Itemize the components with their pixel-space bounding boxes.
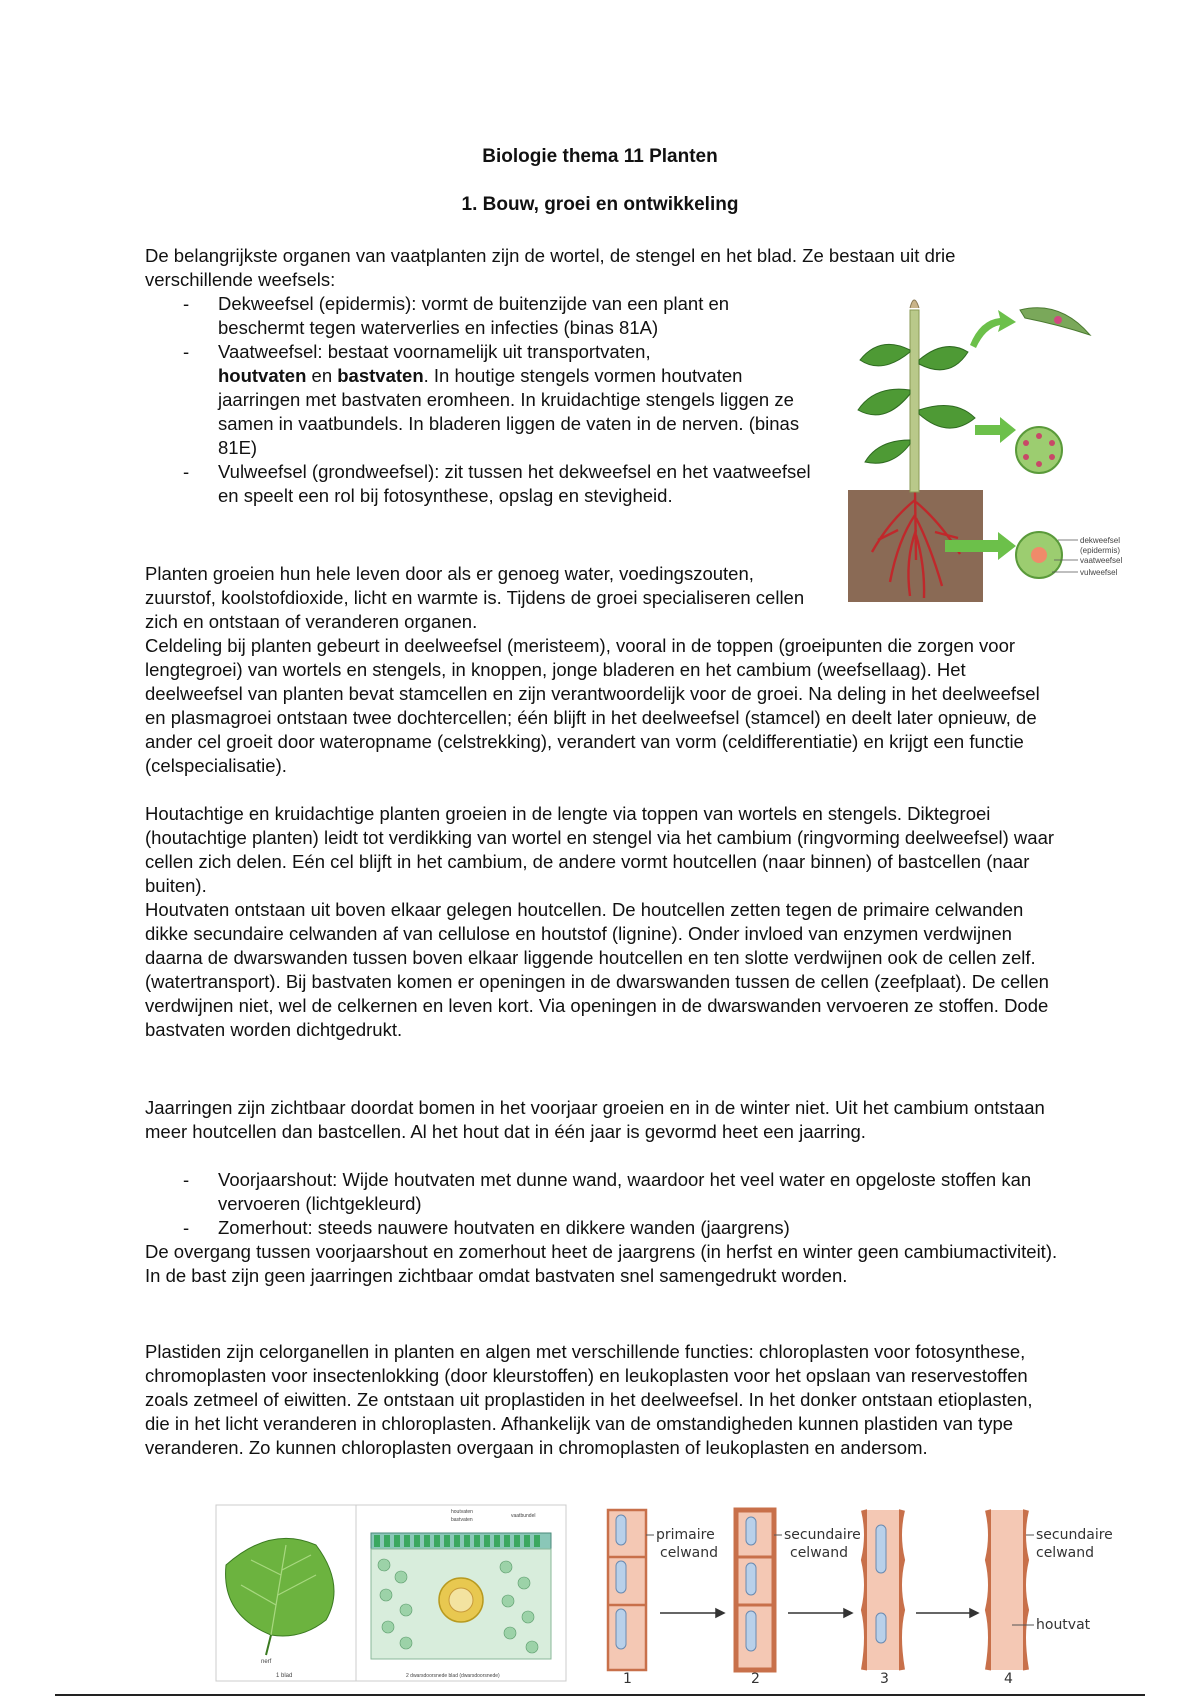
- year-rings-paragraph: Jaarringen zijn zichtbaar doordat bomen in het voorjaar groeien en in de winter niet. Uit het cambium ontstaan meer houtcellen dan bastcellen. Al het hout dat in één jaar is gevormd heet een jaarring.: [145, 1097, 1045, 1142]
- cell-wall-diagram: [598, 1505, 1113, 1687]
- page-bottom-rule: [55, 1694, 1145, 1696]
- step-4: 4: [1004, 1671, 1013, 1687]
- label-dekweefsel: dekweefsel: [1080, 536, 1121, 545]
- vascular-bundle-core: [449, 1588, 473, 1612]
- growth-paragraph: Planten groeien hun hele leven door als er genoeg water, voedingszouten, zuurstof, koolstofdioxide, licht en warmte is. Tijdens de groei specialiseren cellen zich en ontstaan of veranderen organen.: [145, 563, 805, 632]
- label-nerf: nerf: [261, 1659, 272, 1665]
- tissue-list: [145, 292, 815, 508]
- list-item-vulweefsel: - Vulweefsel (grondweefsel): zit tussen het dekweefsel en het vaatweefsel en speelt een rol bij fotosynthese, opslag en stevigheid.: [145, 460, 815, 508]
- label-secundaire-2: secundaire: [1036, 1527, 1113, 1543]
- stage-arrows: [660, 1609, 978, 1617]
- wood-type-list: [145, 1168, 1060, 1240]
- palisade-cells: [374, 1535, 540, 1547]
- leaf-section-dot: [1054, 316, 1062, 324]
- stem-tip: [910, 300, 919, 308]
- step-3: 3: [880, 1671, 889, 1687]
- label-secundaire-celwand-2: celwand: [1036, 1545, 1094, 1561]
- stage-4: [988, 1510, 1026, 1670]
- bold-bastvaten: bastvaten: [337, 365, 424, 386]
- step-1: 1: [623, 1671, 632, 1687]
- leaf-diagram: [216, 1505, 566, 1681]
- label-primaire-celwand: celwand: [660, 1545, 718, 1561]
- label-vaatbundel: vaatbundel: [511, 1513, 536, 1519]
- section-title: 1. Bouw, groei en ontwikkeling: [461, 194, 739, 215]
- list-item-zomerhout: - Zomerhout: steeds nauwere houtvaten en dikkere wanden (jaargrens): [145, 1216, 1060, 1240]
- label-vulweefsel: vulweefsel: [1080, 568, 1118, 577]
- stage-2: [736, 1510, 774, 1670]
- caption-cross-section: 2 dwarsdoorsnede blad (dwarsdoorsnede): [406, 1673, 500, 1679]
- list-item-voorjaarshout: - Voorjaarshout: Wijde houtvaten met dunne wand, waardoor het veel water en opgeloste stoffen kan vervoeren (lichtgekleurd): [145, 1168, 1060, 1216]
- label-houtvaten: houtvaten: [451, 1509, 473, 1515]
- bold-houtvaten: houtvaten: [218, 365, 307, 386]
- caption-leaf: 1 blad: [276, 1673, 293, 1679]
- step-2: 2: [751, 1671, 760, 1687]
- label-secundaire-celwand: celwand: [790, 1545, 848, 1561]
- stem: [910, 310, 919, 492]
- wood-vessels-paragraph: Houtvaten ontstaan uit boven elkaar gelegen houtcellen. De houtcellen zetten tegen de primaire celwanden dikke secundaire celwanden af van cellulose en houtstof (lignine). Onder invloed van enzymen verdwijnen daarna de dwarswanden tussen boven elkaar liggende houtcellen en ten slotte verdwijnen ook de cellen zelf. (watertransport). Bij bastvaten komen er openingen in de dwarswanden tussen de cellen (zeefplaat). De cellen verdwijnen niet, wel de celkernen en leven kort. Via openingen in de dwarswanden vervoeren ze stoffen. Dode bastvaten worden dichtgedrukt.: [145, 899, 1049, 1040]
- label-houtvat: houtvat: [1036, 1617, 1091, 1633]
- length-growth-paragraph: Houtachtige en kruidachtige planten groeien in de lengte via toppen van wortels en stengels. Diktegroei (houtachtige planten) leidt tot verdikking van wortel en stengel via het cambium (ringvorming deelweefsel) waar cellen zich delen. Eén cel blijft in het cambium, de andere vormt houtcellen (naar binnen) of bastcellen (naar buiten).: [145, 803, 1055, 896]
- intro-paragraph: De belangrijkste organen van vaatplanten zijn de wortel, de stengel en het blad. Ze bestaan uit drie verschillende weefsels:: [145, 245, 956, 290]
- label-primaire: primaire: [656, 1527, 715, 1543]
- cell-division-paragraph: Celdeling bij planten gebeurt in deelweefsel (meristeem), vooral in de toppen (groeipunten die zorgen voor lengtegroei) van wortels en stengels, in knoppen, jonge bladeren en het cambium (weefsellaag). Het deelweefsel van planten bevat stamcellen en zijn verantwoordelijk voor de groei. Na deling in het deelweefsel en plasmagroei ontstaan twee dochtercellen; één blijft in het deelweefsel (stamcel) en deelt later opnieuw, de ander cel groeit door wateropname (celstrekking), verandert van vorm (celdifferentiatie) en krijgt een functie (celspecialisatie).: [145, 635, 1040, 776]
- stage-1: [608, 1510, 646, 1670]
- label-secundaire: secundaire: [784, 1527, 861, 1543]
- list-item-dekweefsel: - Dekweefsel (epidermis): vormt de buitenzijde van een plant en beschermt tegen waterverlies en infecties (binas 81A): [145, 292, 815, 340]
- list-item-vaatweefsel: - Vaatweefsel: bestaat voornamelijk uit transportvaten, houtvaten en bastvaten. In houtige stengels vormen houtvaten jaarringen met bastvaten eromheen. In kruidachtige stengels liggen ze samen in vaatbundels. In bladeren liggen de vaten in de nerven. (binas 81E): [145, 340, 815, 460]
- plastids-paragraph: Plastiden zijn celorganellen in planten en algen met verschillende functies: chloroplasten voor fotosynthese, chromoplasten voor insectenlokking (door kleurstoffen) en leukoplasten voor het opslaan van reservestoffen zoals zetmeel of eiwitten. Ze ontstaan uit proplastiden in het deelweefsel. In het donker ontstaan etioplasten, die in het licht veranderen in chloroplasten. Afhankelijk van de omstandigheden kunnen plastiden van type veranderen. Zo kunnen chloroplasten overgaan in chromoplasten of leukoplasten en andersom.: [145, 1341, 1033, 1458]
- plant-diagram: [820, 290, 1123, 610]
- label-bastvaten: bastvaten: [451, 1517, 473, 1523]
- label-epidermis: (epidermis): [1080, 546, 1121, 555]
- label-vaatweefsel: vaatweefsel: [1080, 556, 1123, 565]
- boundary-paragraph: De overgang tussen voorjaarshout en zomerhout heet de jaargrens (in herfst en winter geen cambiumactiviteit). In de bast zijn geen jaarringen zichtbaar omdat bastvaten snel samengedrukt worden.: [145, 1241, 1058, 1286]
- stage-3: [864, 1510, 902, 1670]
- page-title: Biologie thema 11 Planten: [482, 146, 718, 167]
- root-section-core: [1031, 547, 1047, 563]
